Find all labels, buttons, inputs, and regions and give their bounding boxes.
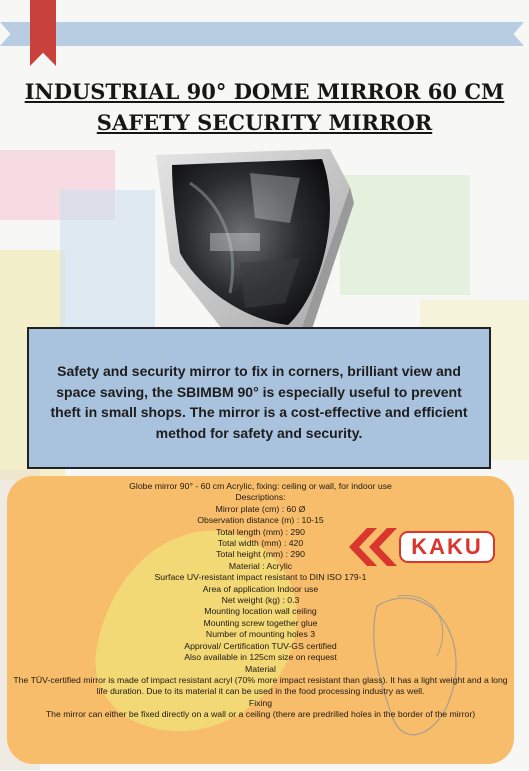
spec-line: Globe mirror 90° - 60 cm Acrylic, fixing: ceiling or wall, for indoor use xyxy=(129,481,392,491)
specifications-panel xyxy=(7,476,514,764)
page-title: INDUSTRIAL 90° DOME MIRROR 60 CM SAFETY SECURITY MIRROR xyxy=(24,79,505,135)
spec-line: Approval/ Certification TUV-GS certified xyxy=(184,640,337,651)
bookmark-ribbon-icon xyxy=(30,0,56,66)
description-text: Safety and security mirror to fix in corners, brilliant view and space saving, the SBIMBM 90° is especially useful to prevent theft in small shops. The mirror is a cost-effective and efficient method for safety and security. xyxy=(50,363,468,441)
background-block xyxy=(340,175,470,295)
double-chevron-icon xyxy=(343,526,399,568)
spec-line: Mounting screw together glue xyxy=(203,617,318,628)
spec-line: Surface UV-resistant impact resistant to DIN ISO 179-1 xyxy=(154,572,367,583)
top-banner-bar xyxy=(0,22,524,46)
spec-line: Fixing xyxy=(248,697,273,708)
spec-line: Also available in 125cm size on request xyxy=(184,652,337,663)
spec-line: The TÜV-certified mirror is made of impact resistant acryl (70% more impact resistant than glass). It has a light weight and a long life duration. Due to its material it can be used in the food processing industry as well. xyxy=(13,674,508,697)
spec-line: The mirror can either be fixed directly on a wall or a ceiling (there are predrilled holes in the border of the mirror) xyxy=(45,709,476,720)
description-box xyxy=(27,327,491,469)
spec-line: Descriptions: xyxy=(235,492,286,503)
spec-line: Total width (mm) : 420 xyxy=(217,538,304,549)
spec-line: Number of mounting holes 3 xyxy=(205,629,316,640)
dome-mirror-image xyxy=(150,143,355,343)
spec-line: Material : Acrylic xyxy=(228,560,293,571)
logo-text: KAKU xyxy=(399,531,495,563)
spec-line: Material xyxy=(245,663,276,674)
specifications-list xyxy=(7,481,514,721)
spec-line: Mirror plate (cm) : 60 Ø xyxy=(215,503,306,514)
spec-line: Area of application Indoor use xyxy=(202,583,319,594)
spec-line: Net weight (kg) : 0.3 xyxy=(221,595,300,606)
kaku-logo xyxy=(343,526,501,568)
background-block xyxy=(60,190,155,330)
spec-line: Total height (mm) : 290 xyxy=(216,549,305,560)
spec-line: Total length (mm) : 290 xyxy=(216,526,305,537)
spec-line: Observation distance (m) : 10-15 xyxy=(197,515,324,526)
spec-line: Mounting location wall ceiling xyxy=(204,606,317,617)
